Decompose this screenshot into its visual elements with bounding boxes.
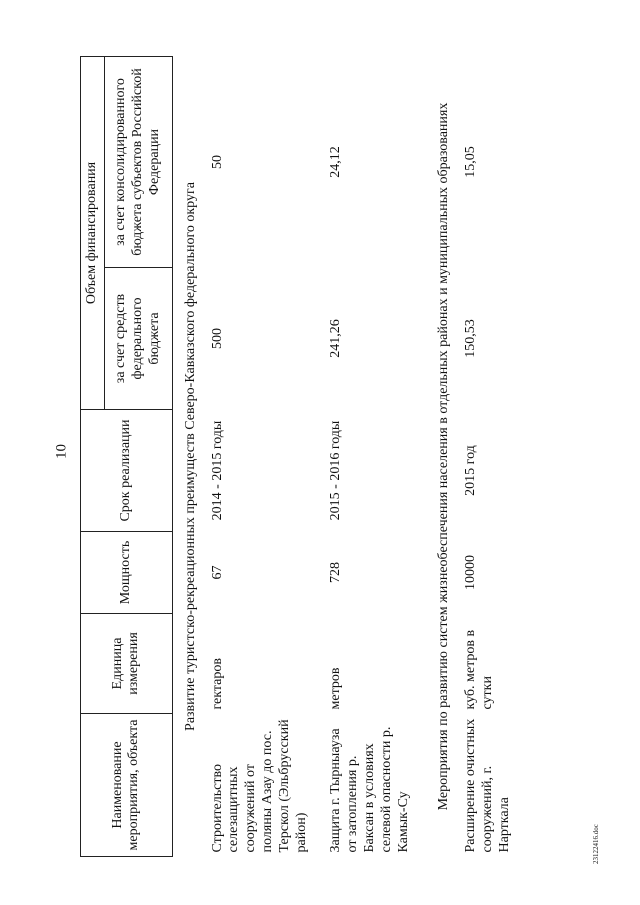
row-unit: метров	[328, 667, 344, 710]
row-period: 2014 - 2015 годы	[209, 420, 225, 521]
header-name: Наименование мероприятия, объекта	[81, 714, 173, 857]
row-capacity: 728	[328, 562, 344, 583]
rotated-table-area	[80, 57, 560, 857]
table-row	[459, 56, 527, 856]
row-capacity: 67	[209, 565, 225, 580]
row-federal: 241,26	[328, 319, 344, 358]
document-code: 23122416.doc	[592, 824, 600, 864]
section-title: Мероприятия по развитию систем жизнеобеспечения населения в отдельных районах и муниципальных образованиях	[436, 102, 452, 811]
row-federal: 500	[209, 328, 225, 349]
row-unit: куб. метров в сутки	[463, 629, 495, 710]
header-federal: за счет средств федерального бюджета	[104, 268, 172, 410]
table-row	[206, 56, 325, 856]
page-number: 10	[53, 444, 70, 459]
funding-table	[80, 56, 528, 857]
row-name: Защита г. Тырныауза от затопления р. Баксан в условиях селевой опасности р. Камык-Су	[328, 726, 411, 853]
section-title-row	[426, 56, 459, 856]
header-funding: Объем финансирования	[81, 56, 105, 409]
row-capacity: 10000	[463, 555, 479, 590]
row-federal: 150,53	[463, 319, 479, 358]
header-capacity: Мощность	[81, 532, 173, 614]
row-regional: 50	[209, 155, 225, 169]
row-name: Строительство селезащитных сооружений от поляны Азау до пос. Терскол (Эльбрусский район)	[209, 719, 309, 853]
section-title-row	[172, 56, 205, 856]
row-unit: гектаров	[209, 657, 225, 710]
header-period: Срок реализации	[81, 410, 173, 532]
section-title: Развитие туристско-рекреационных преимуществ Северо-Кавказского федерального округа	[182, 182, 198, 731]
row-regional: 15,05	[463, 146, 479, 178]
header-unit: Единица измерения	[81, 614, 173, 714]
row-name: Расширение очистных сооружений, г. Нарткала	[463, 718, 512, 853]
header-regional: за счет консолидированного бюджета субъектов Российской Федерации	[104, 56, 172, 267]
row-period: 2015 - 2016 годы	[328, 420, 344, 521]
table-row	[324, 56, 426, 856]
row-regional: 24,12	[328, 146, 344, 178]
row-period: 2015 год	[463, 445, 479, 496]
